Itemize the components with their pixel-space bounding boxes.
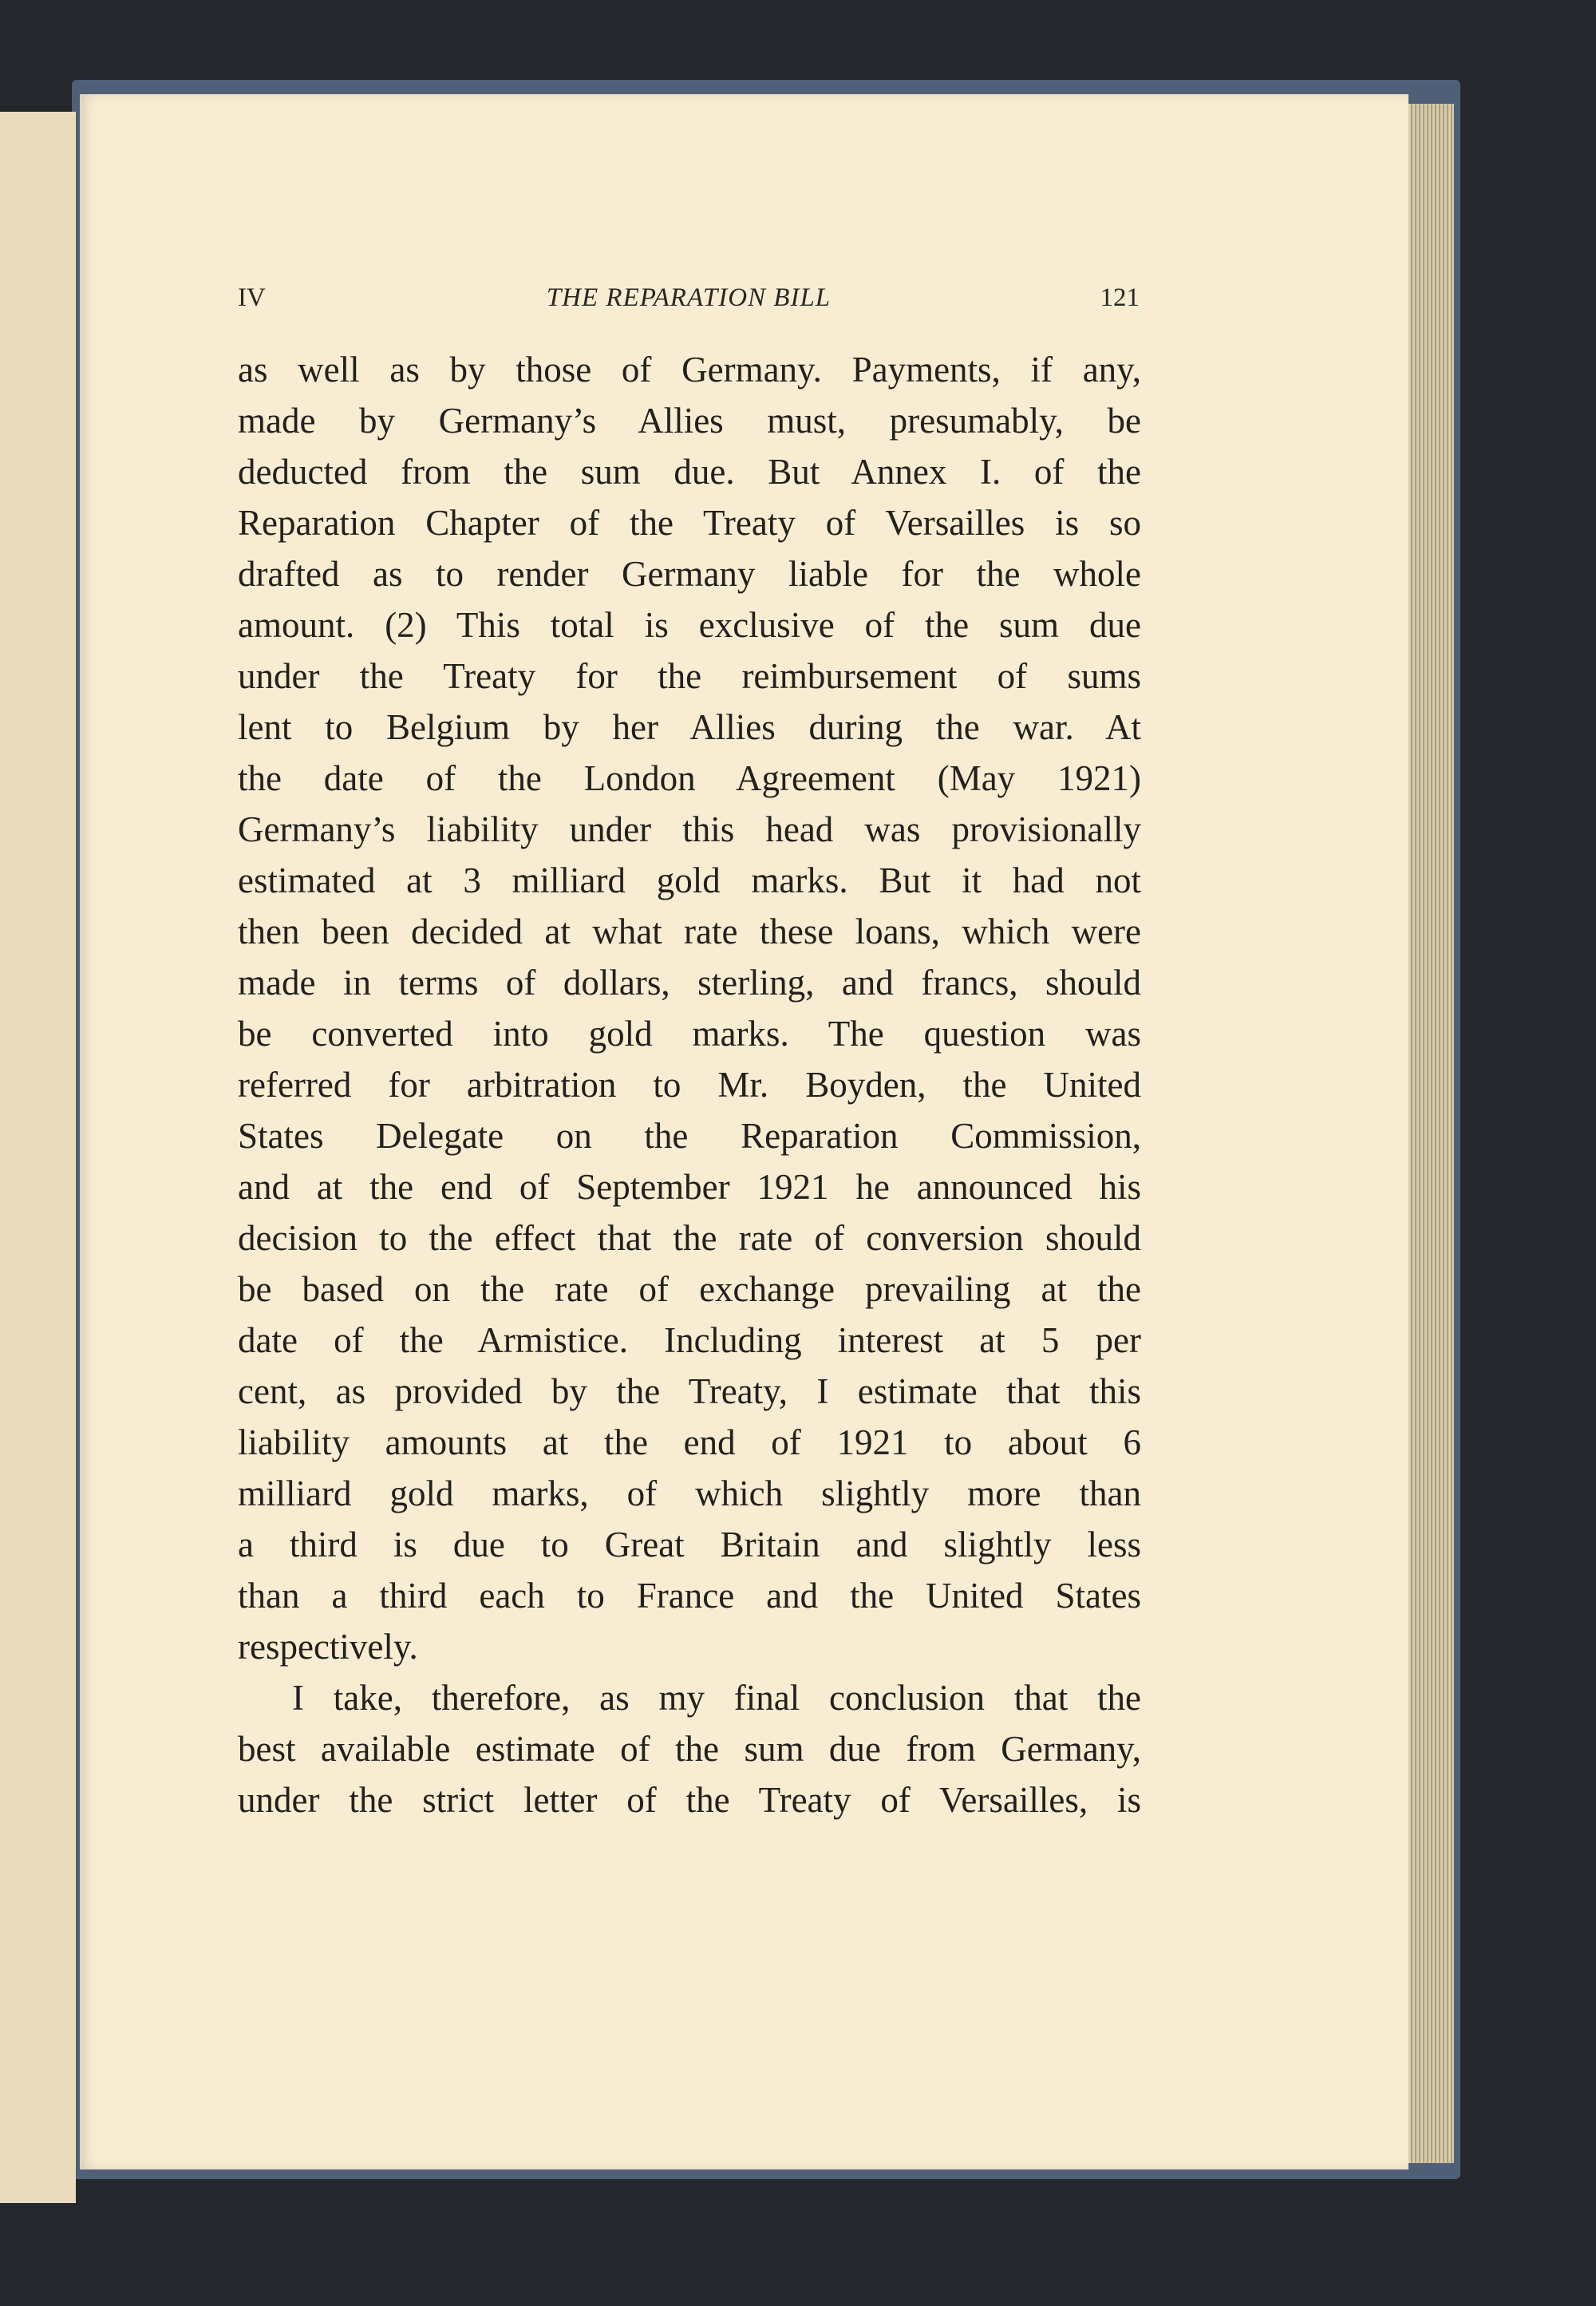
page-edges [1404,104,1454,2163]
running-header [238,283,1140,323]
text-line: lent to Belgium by her Allies during the war. At [238,707,1141,747]
text-line: than a third each to France and the United States [238,1576,1141,1616]
text-line: Germany’s liability under this head was provisionally [238,809,1141,849]
text-line: deducted from the sum due. But Annex I. of the [238,452,1141,492]
text-line: made in terms of dollars, sterling, and francs, should [238,963,1141,1003]
text-line: under the Treaty for the reimbursement of sums [238,656,1141,696]
previous-page-edge [0,112,76,2203]
text-line: estimated at 3 milliard gold marks. But it had not [238,860,1141,900]
text-line: be converted into gold marks. The question was [238,1014,1141,1054]
text-line: milliard gold marks, of which slightly more than [238,1473,1141,1513]
text-line: be based on the rate of exchange prevailing at the [238,1269,1141,1309]
text-line: referred for arbitration to Mr. Boyden, the United [238,1065,1141,1105]
text-line: liability amounts at the end of 1921 to about 6 [238,1422,1141,1462]
page-number: 121 [1100,283,1140,312]
text-line: States Delegate on the Reparation Commission, [238,1116,1141,1156]
text-line: date of the Armistice. Including interest at 5 per [238,1320,1141,1360]
text-line: cent, as provided by the Treaty, I estimate that this [238,1371,1141,1411]
text-line: made by Germany’s Allies must, presumably, be [238,401,1141,441]
text-line: as well as by those of Germany. Payments, if any, [238,350,1141,390]
text-line: the date of the London Agreement (May 1921) [238,758,1141,798]
text-line: a third is due to Great Britain and slightly less [238,1525,1141,1564]
text-line: drafted as to render Germany liable for the whole [238,554,1141,594]
text-line: then been decided at what rate these loans, which were [238,912,1141,951]
text-line: I take, therefore, as my final conclusion that the [292,1678,1141,1718]
text-line: best available estimate of the sum due from Germany, [238,1729,1141,1769]
text-line: and at the end of September 1921 he announced his [238,1167,1141,1207]
text-line: decision to the effect that the rate of conversion should [238,1218,1141,1258]
body-text [238,344,1141,1825]
running-title: THE REPARATION BILL [546,283,832,312]
text-line: respectively. [238,1627,418,1667]
chapter-number: IV [238,283,266,312]
text-line: amount. (2) This total is exclusive of the sum due [238,605,1141,645]
text-line: under the strict letter of the Treaty of Versailles, is [238,1780,1141,1820]
text-line: Reparation Chapter of the Treaty of Versailles is so [238,503,1141,543]
